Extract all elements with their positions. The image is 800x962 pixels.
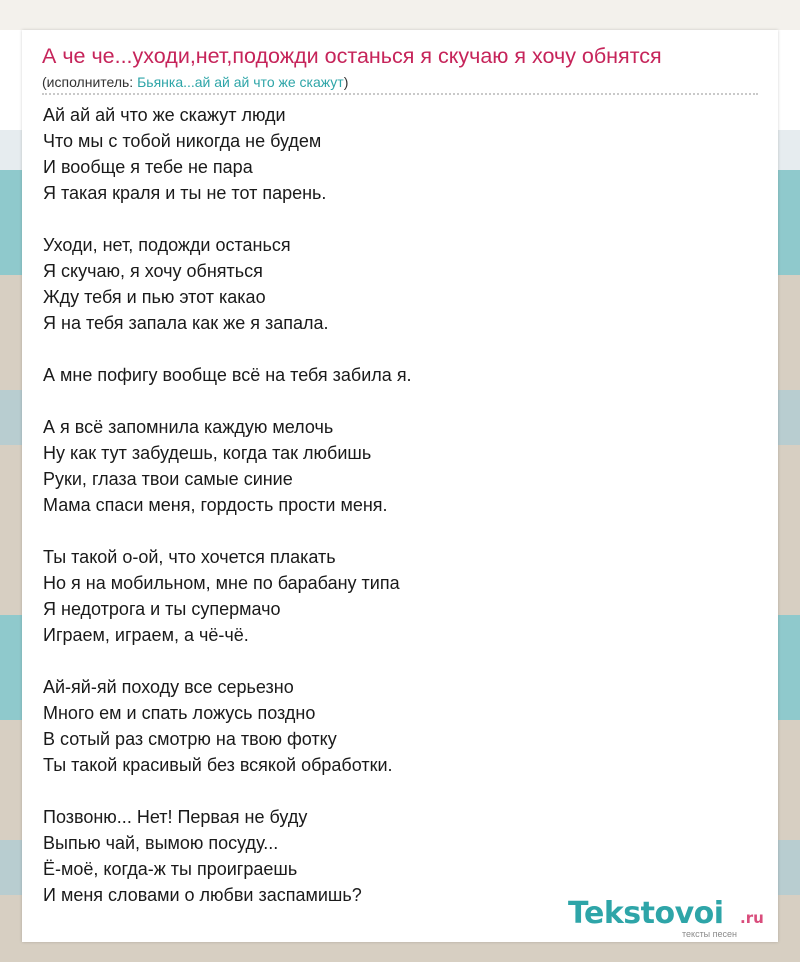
stanza [43, 362, 743, 388]
logo-name: Tekstovoi [568, 896, 724, 931]
lyric-line: Но я на мобильном, мне по барабану типа [43, 573, 400, 593]
bg-stripe [0, 0, 800, 30]
song-artist-line [42, 73, 348, 91]
stanza-gap [43, 206, 743, 232]
lyric-line: И вообще я тебе не пара [43, 157, 253, 177]
lyric-line: Я недотрога и ты супермачо [43, 599, 281, 619]
stanza [43, 674, 743, 778]
song-title: А че че...уходи,нет,подожди останься я скучаю я хочу обнятся [42, 44, 662, 68]
lyric-line: Позвоню... Нет! Первая не буду [43, 807, 308, 827]
lyric-line: Играем, играем, а чё-чё. [43, 625, 249, 645]
lyric-line: Что мы с тобой никогда не будем [43, 131, 322, 151]
stanza [43, 102, 743, 206]
stanza-gap [43, 388, 743, 414]
lyric-line: Уходи, нет, подожди останься [43, 235, 291, 255]
lyric-line: Ну как тут забудешь, когда так любишь [43, 443, 372, 463]
lyrics-text [43, 102, 743, 908]
lyric-line: Я скучаю, я хочу обняться [43, 261, 263, 281]
title-divider [42, 93, 758, 95]
lyric-line: Много ем и спать ложусь поздно [43, 703, 316, 723]
artist-link[interactable]: Бьянка...ай ай ай что же скажут [137, 74, 344, 90]
lyric-line: А я всё запомнила каждую мелочь [43, 417, 334, 437]
lyric-line: Ты такой о-ой, что хочется плакать [43, 547, 336, 567]
logo-domain: .ru [740, 909, 764, 927]
logo-tagline: тексты песен [682, 929, 738, 939]
stanza-gap [43, 518, 743, 544]
lyric-line: Я такая краля и ты не тот парень. [43, 183, 327, 203]
stanza-gap [43, 778, 743, 804]
site-logo[interactable] [568, 896, 778, 939]
lyric-line: И меня словами о любви заспамишь? [43, 885, 362, 905]
lyric-line: Я на тебя запала как же я запала. [43, 313, 329, 333]
lyrics-card [22, 30, 778, 942]
artist-prefix: (исполнитель: [42, 74, 138, 90]
lyric-line: А мне пофигу вообще всё на тебя забила я. [43, 365, 412, 385]
lyric-line: Мама спаси меня, гордость прости меня. [43, 495, 388, 515]
lyric-line: Жду тебя и пью этот какао [43, 287, 266, 307]
stanza [43, 232, 743, 336]
lyric-line: Ай-яй-яй походу все серьезно [43, 677, 294, 697]
lyric-line: Ё-моё, когда-ж ты проиграешь [43, 859, 298, 879]
artist-suffix: ) [343, 74, 349, 90]
stanza [43, 544, 743, 648]
lyric-line: Ты такой красивый без всякой обработки. [43, 755, 393, 775]
lyric-line: Ай ай ай что же скажут люди [43, 105, 286, 125]
stanza-gap [43, 648, 743, 674]
lyric-line: Руки, глаза твои самые синие [43, 469, 293, 489]
stanza [43, 414, 743, 518]
lyric-line: Выпью чай, вымою посуду... [43, 833, 279, 853]
lyric-line: В сотый раз смотрю на твою фотку [43, 729, 337, 749]
stanza [43, 804, 743, 908]
stanza-gap [43, 336, 743, 362]
